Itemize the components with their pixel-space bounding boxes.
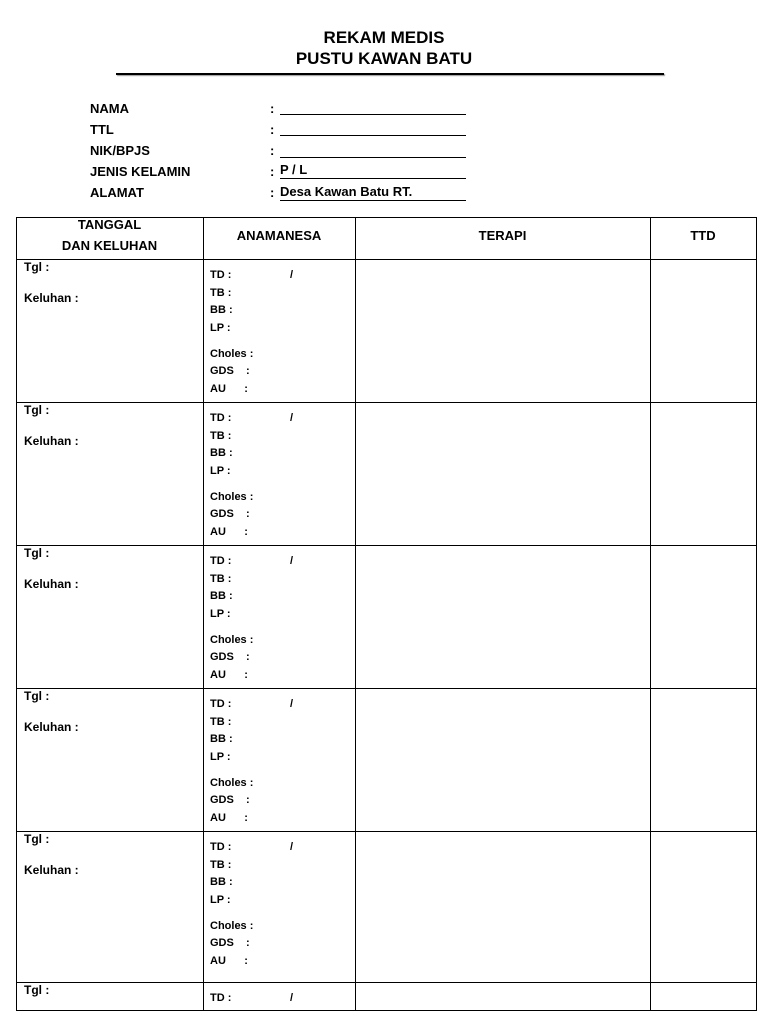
header-anamnesis: ANAMANESA xyxy=(236,228,322,243)
au-label: AU : xyxy=(210,526,248,538)
au-label: AU : xyxy=(210,812,248,824)
tb-label: TB : xyxy=(210,716,232,728)
date-label: Tgl : xyxy=(24,260,50,274)
header-date-line2: DAN KELUHAN xyxy=(61,238,158,253)
au-label: AU : xyxy=(210,669,248,681)
bb-label: BB : xyxy=(210,447,233,459)
gender-field[interactable]: P / L xyxy=(280,162,466,179)
lp-label: LP : xyxy=(210,894,231,906)
td-slash: / xyxy=(290,992,294,1004)
choles-label: Choles : xyxy=(210,348,254,360)
row-divider xyxy=(16,402,756,403)
td-label: TD : xyxy=(210,698,232,710)
name-colon: : xyxy=(270,101,275,116)
birth-field[interactable] xyxy=(280,119,466,136)
title-divider xyxy=(116,73,664,75)
td-label: TD : xyxy=(210,412,232,424)
td-label: TD : xyxy=(210,555,232,567)
complaint-label: Keluhan : xyxy=(24,434,79,448)
column-divider xyxy=(650,217,651,1011)
table-border-bottom xyxy=(16,1010,756,1011)
header-therapy: TERAPI xyxy=(478,228,527,243)
date-label: Tgl : xyxy=(24,832,50,846)
date-label: Tgl : xyxy=(24,546,50,560)
bb-label: BB : xyxy=(210,733,233,745)
bb-label: BB : xyxy=(210,304,233,316)
td-label: TD : xyxy=(210,841,232,853)
date-label: Tgl : xyxy=(24,689,50,703)
address-field[interactable]: Desa Kawan Batu RT. xyxy=(280,184,466,201)
gds-label: GDS : xyxy=(210,651,250,663)
nik-field[interactable] xyxy=(280,141,466,158)
gender-colon: : xyxy=(270,164,275,179)
choles-label: Choles : xyxy=(210,491,254,503)
birth-colon: : xyxy=(270,122,275,137)
date-label: Tgl : xyxy=(24,983,50,997)
au-label: AU : xyxy=(210,383,248,395)
complaint-label: Keluhan : xyxy=(24,291,79,305)
nik-colon: : xyxy=(270,143,275,158)
bb-label: BB : xyxy=(210,590,233,602)
gds-label: GDS : xyxy=(210,508,250,520)
td-slash: / xyxy=(290,698,294,710)
document-title: REKAM MEDIS xyxy=(323,28,445,47)
tb-label: TB : xyxy=(210,859,232,871)
header-date-line1: TANGGAL xyxy=(77,217,142,232)
lp-label: LP : xyxy=(210,608,231,620)
column-divider xyxy=(203,217,204,1011)
complaint-label: Keluhan : xyxy=(24,720,79,734)
complaint-label: Keluhan : xyxy=(24,863,79,877)
table-border-left xyxy=(16,217,17,1011)
address-label: ALAMAT xyxy=(90,185,144,200)
gender-label: JENIS KELAMIN xyxy=(90,164,191,179)
tb-label: TB : xyxy=(210,573,232,585)
name-label: NAMA xyxy=(90,101,129,116)
choles-label: Choles : xyxy=(210,777,254,789)
row-divider xyxy=(16,982,756,983)
table-border-right xyxy=(756,217,757,1011)
name-field[interactable] xyxy=(280,98,466,115)
clinic-name: PUSTU KAWAN BATU xyxy=(295,49,473,68)
tb-label: TB : xyxy=(210,430,232,442)
td-label: TD : xyxy=(210,992,232,1004)
lp-label: LP : xyxy=(210,322,231,334)
row-divider xyxy=(16,545,756,546)
row-divider xyxy=(16,688,756,689)
column-divider xyxy=(355,217,356,1011)
choles-label: Choles : xyxy=(210,634,254,646)
td-slash: / xyxy=(290,269,294,281)
address-colon: : xyxy=(270,185,275,200)
gds-label: GDS : xyxy=(210,937,250,949)
lp-label: LP : xyxy=(210,465,231,477)
header-signature: TTD xyxy=(690,228,716,243)
tb-label: TB : xyxy=(210,287,232,299)
td-slash: / xyxy=(290,412,294,424)
gds-label: GDS : xyxy=(210,794,250,806)
td-slash: / xyxy=(290,555,294,567)
td-label: TD : xyxy=(210,269,232,281)
choles-label: Choles : xyxy=(210,920,254,932)
gds-label: GDS : xyxy=(210,365,250,377)
date-label: Tgl : xyxy=(24,403,50,417)
nik-label: NIK/BPJS xyxy=(90,143,150,158)
header-divider xyxy=(16,259,756,260)
row-divider xyxy=(16,831,756,832)
au-label: AU : xyxy=(210,955,248,967)
lp-label: LP : xyxy=(210,751,231,763)
bb-label: BB : xyxy=(210,876,233,888)
complaint-label: Keluhan : xyxy=(24,577,79,591)
td-slash: / xyxy=(290,841,294,853)
birth-label: TTL xyxy=(90,122,114,137)
